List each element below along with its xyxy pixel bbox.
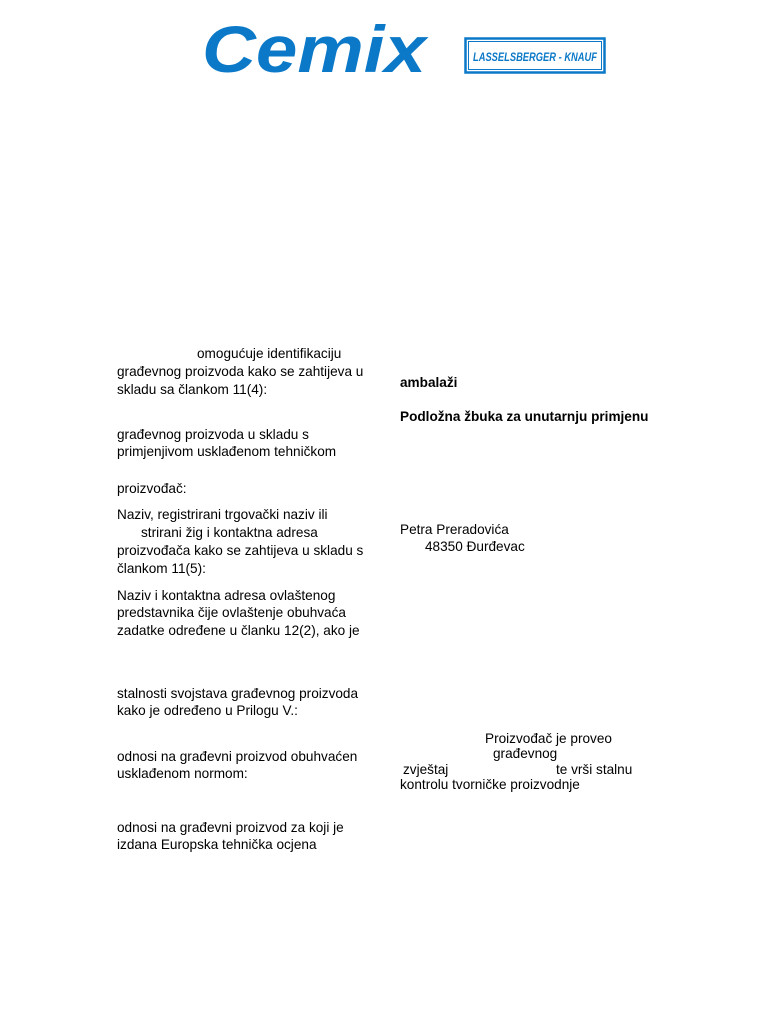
cemix-logo [202, 12, 429, 86]
representative-line-2: predstavnika čije ovlaštenje obuhvaća [117, 605, 346, 620]
avcp-line-1: stalnosti svojstava građevnog proizvoda [117, 686, 359, 701]
harmonised-standard-line-2: usklađenom normom: [117, 766, 248, 781]
intended-use-line-1: građevnog proizvoda u skladu s [117, 427, 309, 442]
address-city: 48350 Đurđevac [425, 539, 525, 554]
harmonised-standard-line-1: odnosi na građevni proizvod obuhvaćen [117, 749, 358, 764]
eta-line-2: izdana Europska tehnička ocjena [117, 837, 317, 852]
avcp-line-2: kako je određeno u Prilogu V.: [117, 703, 298, 718]
certification-line-1: Proizvođač je proveo [485, 731, 612, 746]
partner-logo-text: LASSELSBERGER - KNAUF [473, 50, 598, 64]
manufacturer-name-line-3: proizvođača kako se zahtijeva u skladu s [117, 543, 364, 558]
certification-line-3a: zvještaj [403, 762, 449, 777]
certification-line-2: građevnog [493, 746, 558, 761]
manufacturer-name-line-1: Naziv, registrirani trgovački naziv ili [117, 507, 328, 522]
manufacturer-name-line-4: člankom 11(5): [117, 561, 206, 576]
manufacturer-name-line-2: strirani žig i kontaktna adresa [141, 525, 318, 540]
eta-line-1: odnosi na građevni proizvod za koji je [117, 820, 344, 835]
representative-line-1: Naziv i kontaktna adresa ovlaštenog [117, 588, 336, 603]
intended-use-value: Podložna žbuka za unutarnju primjenu [400, 409, 649, 424]
intended-use-line-2: primjenjivom usklađenom tehničkom [117, 444, 337, 459]
identification-line-3: skladu sa člankom 11(4): [117, 382, 268, 397]
identification-line-1: omogućuje identifikaciju [197, 346, 342, 361]
lasselsberger-knauf-logo [464, 37, 606, 74]
certification-line-3b: te vrši stalnu [556, 762, 633, 777]
representative-line-3: zadatke određene u članku 12(2), ako je [117, 623, 360, 638]
logo-text: Cemix [202, 12, 429, 86]
manufacturer-label: proizvođač: [117, 481, 187, 496]
certification-line-4: kontrolu tvorničke proizvodnje [400, 777, 580, 792]
address-street: Petra Preradovića [400, 522, 509, 537]
identification-line-2: građevnog proizvoda kako se zahtijeva u [117, 364, 364, 379]
packaging-value: ambalaži [400, 375, 458, 390]
